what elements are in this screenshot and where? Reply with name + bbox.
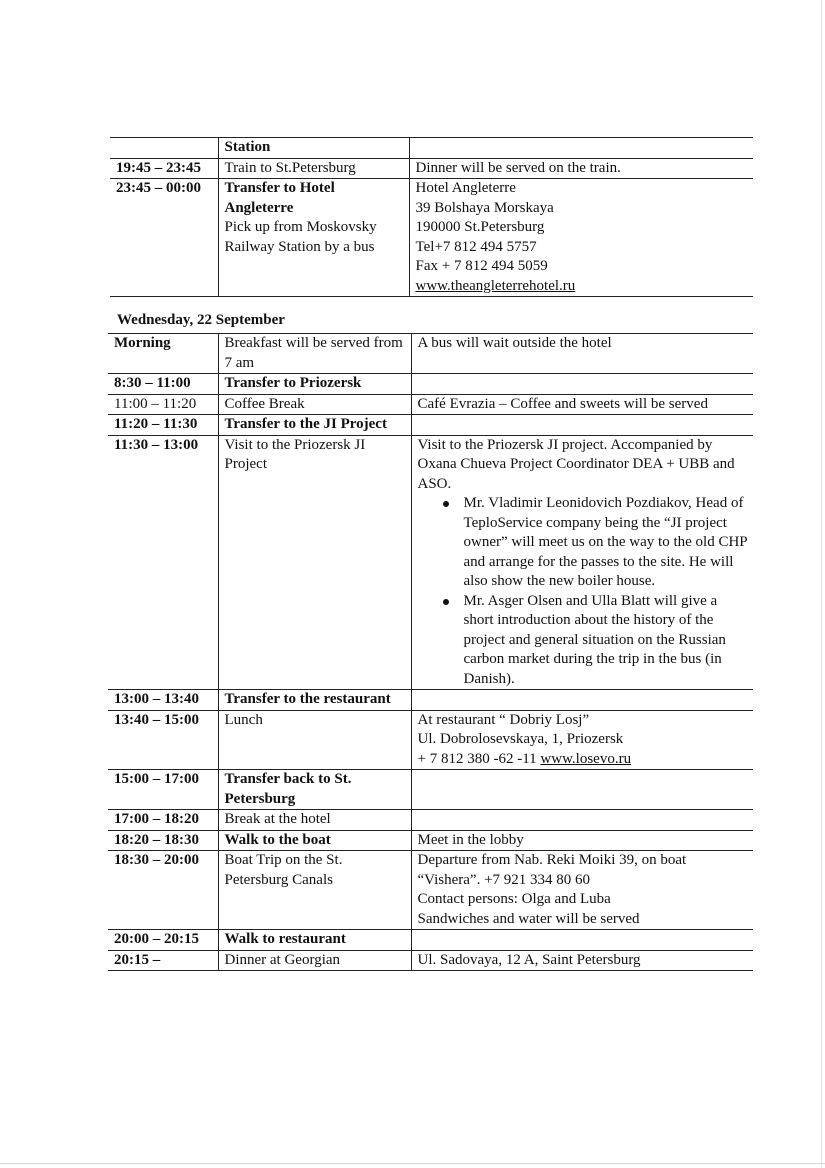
note-cell: Dinner will be served on the train. [409,158,753,179]
time-cell: 13:00 – 13:40 [108,690,218,711]
activity-cell: Visit to the Priozersk JI Project [218,435,411,690]
activity-cell: Boat Trip on the St. Petersburg Canals [218,851,411,930]
table-row [108,830,753,851]
table-row [108,770,753,810]
table-row [108,334,753,374]
table-row [110,179,753,297]
note-cell: Meet in the lobby [411,830,753,851]
hotel-street: 39 Bolshaya Morskaya [415,199,554,216]
time-cell: 11:30 – 13:00 [108,435,218,690]
time-cell: 8:30 – 11:00 [108,374,218,395]
activity-cell: Dinner at Georgian [218,950,411,971]
note-cell [411,690,753,711]
activity-cell: Transfer back to St. Petersburg [218,770,411,810]
note-cell [411,435,753,690]
table-row [108,930,753,951]
table-row [108,810,753,831]
note-cell [411,770,753,810]
activity-cell: Station [218,138,409,159]
time-cell [110,138,218,159]
time-cell: 13:40 – 15:00 [108,710,218,770]
table-row [108,851,753,930]
page-edge [821,0,822,1168]
table-row [108,950,753,971]
activity-cell [218,179,409,297]
schedule-table-day [108,333,753,971]
activity-title: Transfer to Hotel Angleterre [224,180,335,216]
activity-cell: Coffee Break [218,394,411,415]
activity-cell: Transfer to Priozersk [218,374,411,395]
hotel-name: Hotel Angleterre [415,180,516,196]
hotel-website-link[interactable]: www.theangleterrehotel.ru [415,277,576,294]
hotel-phone: Tel+7 812 494 5757 [415,238,537,255]
time-cell: 23:45 – 00:00 [110,179,218,297]
activity-cell: Walk to restaurant [218,930,411,951]
note-cell [409,138,753,159]
time-cell: 20:00 – 20:15 [108,930,218,951]
note-cell: Café Evrazia – Coffee and sweets will be served [411,394,753,415]
activity-cell: Break at the hotel [218,810,411,831]
time-cell: 19:45 – 23:45 [110,158,218,179]
visit-intro: Visit to the Priozersk JI project. Accompanied by Oxana Chueva Project Coordinator DEA + UBB and ASO. [417,436,735,492]
activity-cell: Breakfast will be served from 7 am [218,334,411,374]
page-edge [0,1163,825,1164]
activity-cell: Transfer to the restaurant [218,690,411,711]
table-row [108,690,753,711]
table-row [110,158,753,179]
table-row [108,435,753,690]
boat-catering: Sandwiches and water will be served [417,910,640,927]
note-cell [411,710,753,770]
activity-cell: Train to St.Petersburg [218,158,409,179]
hotel-city: 190000 St.Petersburg [415,219,545,235]
restaurant-phone: + 7 812 380 -62 -11 [417,750,541,767]
boat-departure: Departure from Nab. Reki Moiki 39, on boat “Vishera”. +7 921 334 80 60 [417,852,687,888]
note-cell: Ul. Sadovaya, 12 A, Saint Petersburg [411,950,753,971]
restaurant-address: Ul. Dobrolosevskaya, 1, Priozersk [417,731,624,747]
table-row [110,138,753,159]
time-cell: 20:15 – [108,950,218,971]
time-cell: 15:00 – 17:00 [108,770,218,810]
activity-cell: Lunch [218,710,411,770]
table-row [108,394,753,415]
hotel-fax: Fax + 7 812 494 5059 [415,258,548,274]
time-cell: 11:00 – 11:20 [108,394,218,415]
visit-bullet-list [418,494,750,689]
note-cell [411,930,753,951]
list-item: Mr. Vladimir Leonidovich Pozdiakov, Head of TeploService company being the “JI project owner” will meet us on the way to the old CHP and arrange for the passes to the site. He will also show the new boiler house. [464,494,750,592]
table-row [108,415,753,436]
time-cell: Morning [108,334,218,374]
schedule-table-evening [110,137,753,297]
note-cell [411,415,753,436]
time-cell: 18:20 – 18:30 [108,830,218,851]
list-item: Mr. Asger Olsen and Ulla Blatt will give a short introduction about the history of the project and general situation on the Russian carbon market during the trip in the bus (in Danish). [464,592,750,690]
note-cell [411,810,753,831]
time-cell: 18:30 – 20:00 [108,851,218,930]
table-row [108,374,753,395]
activity-cell: Transfer to the JI Project [218,415,411,436]
note-cell [409,179,753,297]
note-cell [411,851,753,930]
activity-cell: Walk to the boat [218,830,411,851]
time-cell: 11:20 – 11:30 [108,415,218,436]
table-row [108,710,753,770]
boat-contacts: Contact persons: Olga and Luba [417,891,611,907]
activity-detail: Pick up from Moskovsky Railway Station by a bus [224,219,377,255]
time-cell: 17:00 – 18:20 [108,810,218,831]
note-cell: A bus will wait outside the hotel [411,334,753,374]
day-heading: Wednesday, 22 September [117,312,285,328]
restaurant-contact [418,750,750,770]
note-cell [411,374,753,395]
restaurant-website-link[interactable]: www.losevo.ru [540,750,632,767]
restaurant-name: At restaurant “ Dobriy Losj” [417,711,590,728]
